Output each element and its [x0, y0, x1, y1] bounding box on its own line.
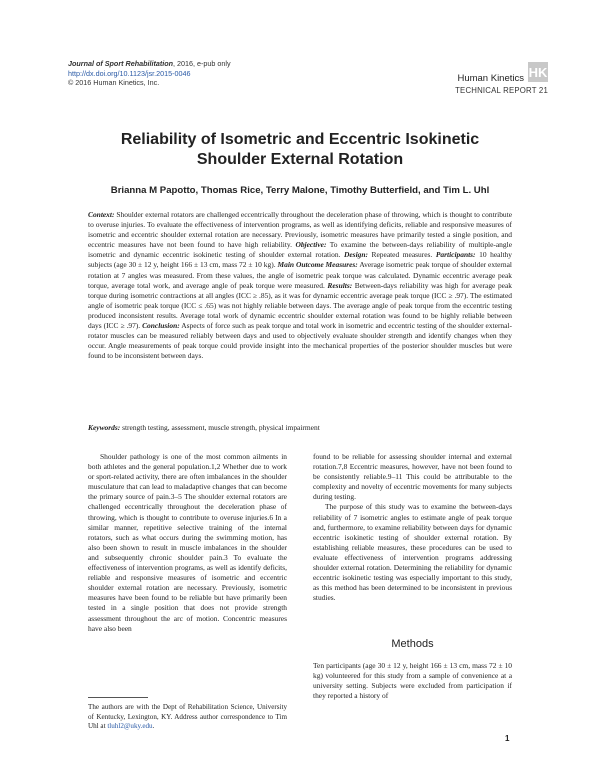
abstract-design-label: Design:	[344, 250, 368, 260]
author-footnote	[88, 703, 287, 732]
keywords	[88, 423, 512, 432]
abstract-participants-label: Participants:	[435, 250, 476, 260]
body-column-left	[88, 452, 287, 634]
keywords-label: Keywords:	[88, 423, 121, 432]
keywords-list: strength testing, assessment, muscle strength, physical impairment	[120, 423, 320, 432]
author-list: Brianna M Papotto, Thomas Rice, Terry Malone, Timothy Butterfield, and Tim L. Uhl	[110, 185, 490, 196]
page-number: 1	[505, 734, 510, 743]
abstract-results-label: Results:	[327, 280, 353, 290]
methods-paragraph-1: Ten participants (age 30 ± 12 y, height 166 ± 13 cm, mass 72 ± 10 kg) volunteered for this study from a sample of convenience at a university setting. Subjects were excluded from participation if they reported a history of	[313, 661, 512, 701]
journal-title: Journal of Sport Rehabilitation	[68, 59, 174, 68]
methods-heading: Methods	[391, 638, 434, 650]
doi-link[interactable]: http://dx.doi.org/10.1123/jsr.2015-0046	[68, 68, 191, 78]
correspondence-email-link[interactable]: tluhl2@uky.edu	[107, 722, 153, 731]
abstract-design: Repeated measures.	[367, 250, 436, 260]
abstract-outcome: Average isometric peak torque of shoulder external rotation at 7 angles was measured. From these values, the angle of isometric peak torque was calculated. Dynamic eccentric average peak torque, average total work, and average angle of peak torque were measured.	[88, 260, 512, 290]
intro-paragraph-1: Shoulder pathology is one of the most common ailments in both athletes and the general population.1,2 Whether due to work or sport-related activity, there are often imbalances in the shoulder musculature that can lead to maladaptive changes that can become the primary source of pain.3–5 The shoulder external rotators are challenged eccentrically throughout the deceleration phase of throwing, which is thought to contribute to overuse injuries.6 In a similar manner, repetitive selective training of the internal rotators, such as what occurs during the swimming motion, has also been shown to result in muscle imbalances in the shoulder and subsequently chronic shoulder pain.3 To evaluate the effectiveness of intervention programs, as well as identify deficits, reliable and responsive measures of isometric and eccentric shoulder external rotation are necessary. Previously, isometric measures have been found to be reliable but have primarily been tested in a single position that does not provide strength assessment throughout the arc of motion. Concentric measures have also been	[88, 452, 287, 633]
publisher-logo-icon: HK	[528, 62, 548, 82]
body-column-right	[313, 452, 512, 603]
copyright: © 2016 Human Kinetics, Inc.	[68, 78, 160, 88]
intro-paragraph-2: found to be reliable for assessing shoulder internal and external rotation.7,8 Eccentric measures, however, have not been found to be consistently reliable.9–11 This could be attributable to the complexity and novelty of eccentric movements for many subjects during testing.	[313, 452, 512, 502]
abstract-objective-label: Objective:	[295, 240, 327, 250]
journal-header	[68, 59, 231, 88]
article-title-line-2: Shoulder External Rotation	[196, 151, 404, 168]
footnote-divider	[88, 697, 148, 698]
article-title-line-1: Reliability of Isometric and Eccentric Isokinetic	[120, 131, 480, 148]
publisher-block	[455, 60, 548, 95]
abstract-context-label: Context:	[88, 210, 115, 219]
abstract	[88, 210, 512, 361]
abstract-context: Shoulder external rotators are challenged eccentrically throughout the deceleration phase of throwing, which is thought to contribute to overuse injuries. To evaluate the effectiveness of intervention programs, as well as identifying deficits, reliable and responsive measures of isometric and eccentric shoulder external rotation are necessary. Previously, isometric measures have primarily tested a single position, and eccentric measures have not been found to have high reliability.	[88, 210, 512, 250]
publisher-name: Human Kinetics	[457, 73, 524, 84]
footnote-text: The authors are with the Dept of Rehabilitation Science, University of Kentucky, Lexington, KY. Address author correspondence to Tim Uhl at	[88, 703, 287, 731]
footnote-end: .	[152, 722, 155, 731]
abstract-results: Between-days reliability was high for average peak torque during isometric contractions at all angles (ICC ≥ .85), as it was for dynamic eccentric average peak torque (ICC ≥ .97). The estimated angle of isometric peak torque (ICC ≤ .65) was not highly reliable between days. The average angle of peak torque from the eccentric testing produced inconsistent results. Average total work of dynamic eccentric shoulder external rotation was found to be highly reliable between days (ICC ≥ .97).	[88, 280, 512, 331]
article-title	[0, 130, 600, 170]
abstract-conclusion-label: Conclusion:	[142, 321, 180, 331]
abstract-objective: To examine the between-days reliability of multiple-angle isometric and dynamic eccentric isokinetic testing of shoulder external rotation.	[88, 240, 512, 260]
abstract-participants: 10 healthy subjects (age 30 ± 12 y, height 166 ± 13 cm, mass 72 ± 10 kg).	[88, 250, 512, 270]
methods-body	[313, 661, 512, 701]
abstract-outcome-label: Main Outcome Measures:	[277, 260, 358, 270]
journal-issue: , 2016, e-pub only	[173, 59, 231, 68]
abstract-conclusion: Aspects of force such as peak torque and total work in isometric and eccentric testing of the shoulder external-rotator muscles can be measured reliably between days and used to objectively evaluate shoulder strength and identify changes when they occur. Angle measurements of peak torque could provide insight into the mechanical properties of the posterior shoulder muscles but were found to be inconsistent between days.	[88, 321, 512, 361]
intro-paragraph-3: The purpose of this study was to examine the between-days reliability of 7 isometric angles to estimate angle of peak torque and, furthermore, to examine reliability between days for dynamic eccentric isokinetic testing of shoulder external rotation. By establishing reliable measures, these procedures can be used to evaluate effectiveness of intervention programs addressing shoulder external rotation. Determining the reliability for dynamic eccentric isokinetic testing was especially important to this study, as this method has been determined to be inconsistent in previous studies.	[313, 502, 512, 603]
article-type: TECHNICAL REPORT 21	[455, 86, 548, 95]
